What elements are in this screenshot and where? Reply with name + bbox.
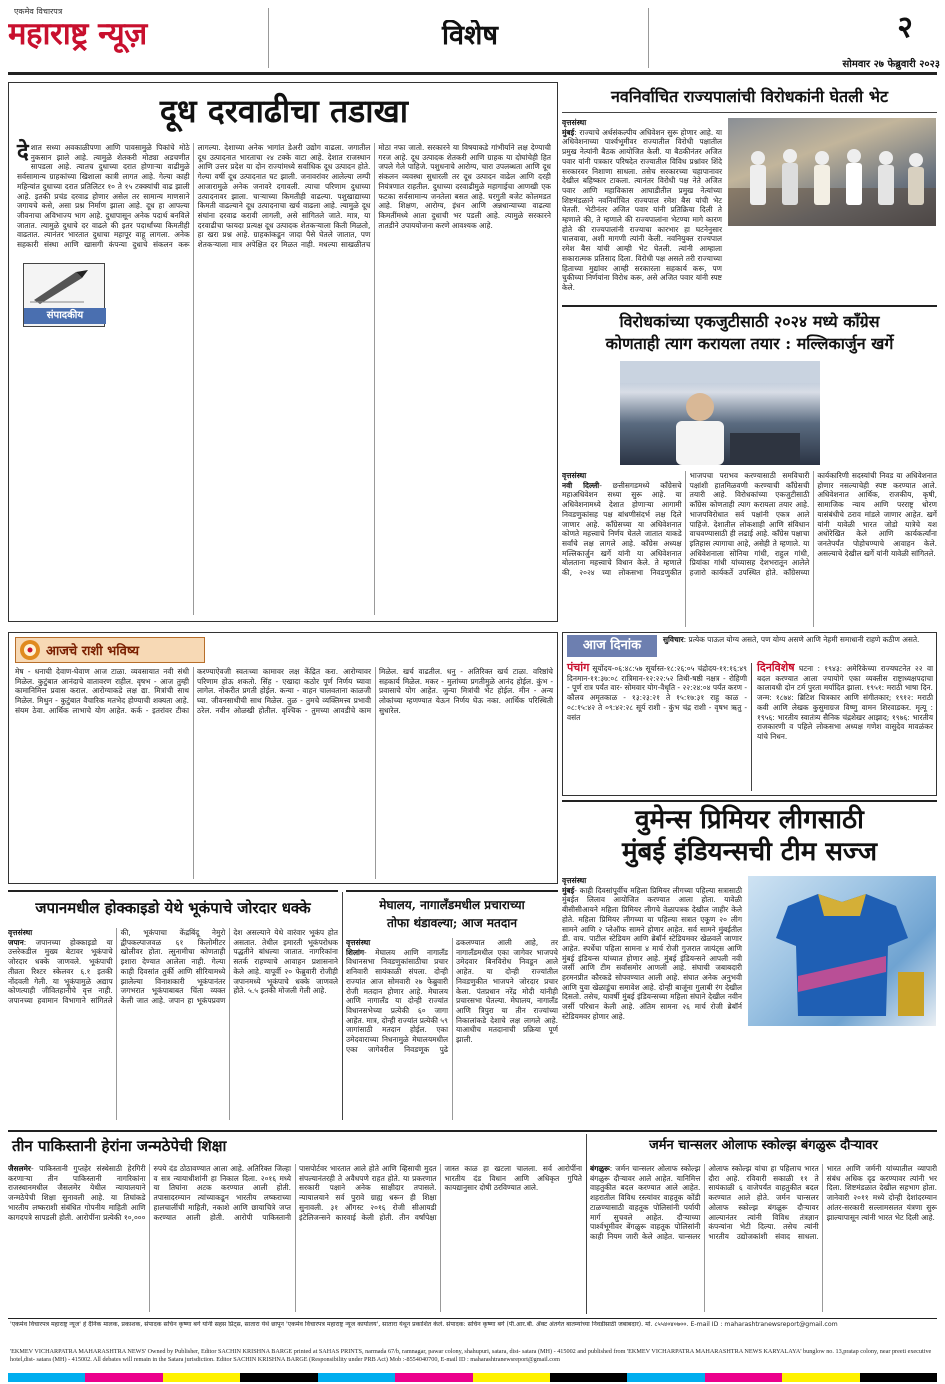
congress-body-text: - छत्तीसगडमध्ये काँग्रेसचे महाअधिवेशन सध्या सुरू आहे. या अधिवेशनामध्ये देशात होणाऱ्या आगामी निवडणुकांसह पक्ष बांधणीसंदर्भ लक्ष दिले जाणार आहे. काँग्रेसच्या या अधिवेशनात कोणते महत्त्वाचे निर्णय घेतले जातात याकडे सर्वांचे लक्ष लागले आहे. काँग्रेस अध्यक्ष मल्लिकार्जुन खर्गे यांनी या अधिवेशनात बोलताना महत्त्वाचे विधान केले. ते म्हणाले की, २०२४ च्या लोकसभा निवडणुकीत भाजपचा पराभव करण्यासाठी समविचारी पक्षांशी हातमिळवणी करण्याची काँग्रेसची तयारी आहे. विरोधकांच्या एकजुटीसाठी काँग्रेस कोणताही त्याग करायला तयार आहे. भाजपविरोधात सर्व पक्षांनी एकत्र आले पाहिजे. देशातील लोकशाही आणि संविधान वाचवण्यासाठी ही लढाई आहे. काँग्रेस पक्षाचा इतिहास त्यागाचा आहे, असेही ते म्हणाले. या अधिवेशनाला सोनिया गांधी, राहुल गांधी, प्रियांका गांधी यांच्यासह देशभरातून आलेले हजारो कार्यकर्ते उपस्थित होते. काँग्रेसच्या कार्यकारिणी सदस्यांची निवड या अधिवेशनात होणार नसल्याचेही स्पष्ट करण्यात आले. अधिवेशनात आर्थिक, राजकीय, कृषी, सामाजिक न्याय आणि परराष्ट्र धोरण यासंबंधीचे ठराव मांडले जाणार आहेत. खर्गे यांनी यावेळी भारत जोडो यात्रेचे यश अधोरेखित केले आणि कार्यकर्त्यांना जनतेपर्यंत पोहोचण्याचे आवाहन केले. असल्याचे देखील खर्गे यांनी यावेळी सांगितले. — [562, 471, 937, 578]
japan-body — [8, 928, 338, 1120]
rashi-body: मेष - धनाची देवाण-घेवाण आज टाळा. व्यवसायात नवी संधी मिळेल. कुटुंबात आनंदाचे वातावरण राहील. वृषभ - आज तुम्ही कामानिमित्त प्रवास कराल. आरोग्याकडे लक्ष द्या. मित्रांची साथ मिळेल. मिथुन - कुटुंबात वैचारिक मतभेद होण्याची शक्यता आहे. संयम ठेवा. आर्थिक लाभाचे योग आहेत. कर्क - इतरांवर टीका करण्याऐवजी स्वतःच्या कामावर लक्ष केंद्रित करा. आरोग्यावर परिणाम होऊ शकतो. सिंह - एखादा कठोर पूर्ण निर्णय घ्यावा लागेल. नोकरीत प्रगती होईल. कन्या - वाहन चालवताना काळजी घ्या. जीवनसाथीची साथ मिळेल. तुळ - तुमचे व्यक्तिमत्त्व प्रभावी ठरेल. नवीन ओळखी होतील. वृश्चिक - तुमच्या आवडीचे काम मिळेल. खर्च वाढतील. धनु - अतिरिक्त खर्च टाळा. वरिष्ठांचे सहकार्य मिळेल. मकर - मुलांच्या प्रगतीमुळे आनंद होईल. कुंभ - प्रवासाचे योग आहेत. जुन्या मित्रांची भेट होईल. मीन - अन्य लोकांच्या म्हणण्यात येऊन निर्णय घेऊ नका. आर्थिक परिस्थिती सुधारेल. — [15, 667, 553, 715]
editorial-body — [17, 140, 551, 615]
suvichar-label: सुविचार — [663, 635, 684, 644]
japan-headline: जपानमधील होक्काइडो येथे भूकंपाचे जोरदार धक्के — [35, 899, 311, 917]
congress-dateline: नवी दिल्ली — [562, 480, 600, 490]
print-color-bar — [8, 1373, 937, 1382]
governor-headline: नवनिर्वाचित राज्यपालांची विरोधकांनी घेतली भेट — [610, 87, 889, 106]
dinvishesh-block — [757, 663, 933, 793]
pakistani-dateline: जैसलमेर — [8, 1164, 31, 1173]
german-headline: जर्मन चान्सलर ओलाफ स्कोल्झ बंगळुरू दौऱ्यावर — [649, 1138, 878, 1153]
aaj-dinank-title: आज दिनांक — [567, 635, 657, 657]
editorial-badge-label: संपादकीय — [24, 308, 106, 324]
meghalaya-credit: वृत्तसंस्था — [346, 938, 371, 947]
editorial-body-text: शात सध्या अवकाळीपणा आणि पावसामुळे पिकांचे मोठे नुकसान झाले आहे. त्यामुळे शेतकरी मोठ्या अडचणीत सापडला आहे. त्यातच दुधाच्या दरात होणाऱ्या वाढीमुळे सर्वसामान्य ग्राहकांच्या खिशाला कात्री लागत आहे. गेल्या काही महिन्यांत दुधाच्या दरात प्रतिलिटर १० ते १५ टक्क्यांची वाढ झाली आहे. इतकी प्रचंड दरवाढ होणार असेल तर सामान्य माणसाने जगायचे कसे, असा प्रश्न निर्माण झाला आहे. दूध हा आपल्या जीवनाचा अविभाज्य भाग आहे. दुधापासून अनेक पदार्थ बनविले जातात. त्यामुळे दुधाचे दर वाढले की इतर पदार्थांच्या किमतीही वाढतात. त्यानंतर भारतात दुधाचा महापूर वाहू लागला. अनेक सहकारी संस्था आणि खासगी कंपन्या दुधाचे संकलन करू लागल्या. देशाच्या अनेक भागांत डेअरी उद्योग वाढला. जगातील दूध उत्पादनात भारताचा २४ टक्के वाटा आहे. देशात राजस्थान आणि उत्तर प्रदेश या दोन राज्यांमध्ये सर्वाधिक दूध उत्पादन होते. गेल्या वर्षी दूध उत्पादनात घट झाली. जनावरांवर आलेल्या लम्पी आजारामुळे अनेक जनावरे दगावली. त्याचा परिणाम दुधाच्या उत्पादनावर झाला. चाऱ्याच्या किमतीही वाढल्या. पशुखाद्याच्या किमती वाढल्याने दूध उत्पादनाचा खर्च वाढला आहे. त्यामुळे दूध संघांना दरवाढ करावी लागली, असे सांगितले जाते. मात्र, या दरवाढीचा फायदा प्रत्यक्ष दूध उत्पादक शेतकऱ्याला किती मिळतो, हा खरा प्रश्न आहे. ग्राहकांकडून जादा पैसे घेतले जातात, पण शेतकऱ्याला मात्र अपेक्षित दर मिळत नाही. मधल्या साखळीतच मोठा नफा जातो. सरकारने या विषयाकडे गांभीर्याने लक्ष देण्याची गरज आहे. दूध उत्पादक शेतकरी आणि ग्राहक या दोघांचेही हित जपले गेले पाहिजे. पशुधनाचे आरोग्य, चारा उपलब्धता आणि दूध संकलन व्यवस्था सुधारली तर दूध उत्पादन वाढेल आणि दरही नियंत्रणात राहतील. दुधाच्या दरवाढीमुळे महागाईचा आणखी एक फटका सर्वसामान्य जनतेला बसत आहे. घरगुती बजेट कोलमडत आहे. शिक्षण, आरोग्य, इंधन आणि अन्नधान्याच्या वाढत्या किमतींमध्ये आता दुधाची भर पडली आहे. त्यामुळे सरकारने तातडीने उपाययोजना करणे आवश्यक आहे. — [17, 143, 551, 250]
congress-headline-2: कोणताही त्याग करायला तयार : मल्लिकार्जुन खर्गे — [605, 334, 894, 353]
governor-article — [562, 82, 937, 302]
congress-credit: वृत्तसंस्था — [562, 471, 587, 480]
kharge-photo — [620, 361, 820, 465]
wpl-article — [562, 800, 937, 1120]
header-rule — [8, 72, 937, 75]
wpl-body-text: - काही दिवसांपूर्वीच महिला प्रिमियर लीगच्या पहिल्या सत्रासाठी मुंबईत लिलाव आयोजित करण्यात आला होता. यावेळी बीसीसीआयने महिला प्रिमियर लीगचे वेळापत्रक देखील जाहीर केले होते. महिला प्रिमियर लीगच्या या पहिल्या सत्रात एकूण २० लीग सामने आणि २ प्लेऑफ सामने होणार आहेत. सर्व सामने मुंबईतील डी. वाय. पाटील स्टेडियम आणि ब्रेबॉर्न स्टेडियमवर खेळवले जाणार आहेत. स्पर्धेचा पहिला सामना ४ मार्च रोजी गुजरात जायंट्स आणि मुंबई इंडियन्स यांच्यात होणार आहे. मुंबई इंडियन्सने आपली नवी जर्सी आणि टीम सर्वांसमोर आणली आहे. संघाची जबाबदारी हरमनप्रीत कौरकडे सोपवण्यात आली आहे. संघात अनेक अनुभवी आणि युवा खेळाडूंचा समावेश आहे. दोन्ही बाजूंना गुलाबी रंग देखील दिसतो. तसेच, यावर्षी मुंबई इंडियन्सच्या महिला संघाने देखील नवीन जर्सी परिधान केली आहे. अंतिम सामना २६ मार्च रोजी ब्रेबॉर्न स्टेडियमवर होणार आहे. — [562, 885, 742, 1021]
editorial-headline: दूध दरवाढीचा तडाखा — [159, 92, 409, 130]
suvichar-block — [663, 635, 933, 659]
dinvishesh-label: दिनविशेष — [757, 661, 795, 674]
rashi-title: आजचे राशी भविष्य — [46, 644, 140, 659]
pakistani-headline: तीन पाकिस्तानी हेरांना जन्मठेपेची शिक्षा — [12, 1137, 227, 1155]
japan-dateline: जपान — [8, 937, 24, 947]
governor-body — [562, 118, 722, 298]
congress-body — [562, 471, 937, 627]
japan-body-text: : जपानच्या होक्काइडो या उत्तरेकडील मुख्य बेटावर भूकंपाचे जोरदार धक्के जाणवले. भूकंपाची तीव्रता रिश्टर स्केलवर ६.१ इतकी नोंदवली गेली. या भूकंपामुळे अद्याप कोणत्याही जीवितहानीचे वृत्त नाही. जपानच्या हवामान विभागाने सांगितले की, भूकंपाचा केंद्रबिंदू नेमुरो द्वीपकल्पाजवळ ६१ किलोमीटर खोलीवर होता. त्सुनामीचा कोणताही इशारा देण्यात आलेला नाही. गेल्या काही दिवसांत तुर्की आणि सीरियामध्ये झालेल्या विनाशकारी भूकंपानंतर जगभरात भूकंपाबाबत चिंता व्यक्त केली जात आहे. जपान हा भूकंपप्रवण देश असल्याने येथे वारंवार भूकंप होत असतात. तेथील इमारती भूकंपरोधक पद्धतीने बांधल्या जातात. नागरिकांना सतर्क राहण्याचे आवाहन प्रशासनाने केले आहे. यापूर्वी २० फेब्रुवारी रोजीही जपानमध्ये भूकंपाचे धक्के जाणवले होते. ५.५ इतकी मोजली गेली आहे. — [8, 928, 338, 1005]
governor-credit: वृत्तसंस्था — [562, 118, 587, 127]
german-body-text: : जर्मन चान्सलर ओलाफ स्कोल्झ बंगळुरू दौऱ्यावर आले आहेत. यानिमित्त वाहतुकीत बदल करण्यात आले आहेत. शहरातील विविध रस्त्यांवर वाहतूक कोंडी टाळण्यासाठी वाहतूक पोलिसांनी पर्यायी मार्ग सुचवले आहेत. दौऱ्याच्या पार्श्वभूमीवर बेंगळुरू वाहतूक पोलिसांनी काही नियम जारी केले आहेत. चान्सलर ओलाफ स्कोल्झ यांचा हा पहिलाच भारत दौरा आहे. रविवारी सकाळी ११ ते सायंकाळी ६ वाजेपर्यंत वाहतुकीत बदल करण्यात आले होते. जर्मन चान्सलर ओलाफ स्कोल्झ बंगळुरू दौऱ्यावर आल्यानंतर त्यांनी विविध तंत्रज्ञान कंपन्यांना भेटी दिल्या. तसेच त्यांनी भारतीय उद्योजकांशी संवाद साधला. भारत आणि जर्मनी यांच्यातील व्यापारी संबंध अधिक दृढ करण्यावर त्यांनी भर दिला. शिष्टमंडळात देखील सहभाग होता. जानेवारी २०११ मध्ये दोन्ही देशांदरम्यान आंतर-सरकारी सल्लामसलत यंत्रणा सुरू झाल्यापासून त्यांनी भारत भेट दिली आहे. — [590, 1164, 937, 1241]
governor-meeting-photo — [728, 118, 936, 226]
footer-marathi: 'एकमेव विचारपत्र महाराष्ट्र न्यूज' हे दैनिक मालक, प्रकाशक, संपादक सचिन कृष्णा बर्गे यांनी सहस प्रिंट्स, सातारा येथे छापून 'एकमेव विचारपत्र महाराष्ट्र न्यूज कार्यालय', सातारा येथून प्रकाशित केले. संपादक: सचिन कृष्णा बर्गे (पी.आर.बी. ॲक्ट अंतर्गत बातम्यांच्या निवडीसाठी जबाबदार). मो. ८५५४०४०७००. E-mail ID : maharashtranewsreport@gmail.com — [10, 1321, 838, 1328]
wpl-headline-2: मुंबई इंडियन्सची टीम सज्ज — [621, 837, 878, 867]
suvichar-text: : प्रत्येक पाऊल योग्य असते, पण योग्य असणे आणि नेहमी समाधानी राहणे कठीण असते. — [683, 635, 920, 644]
congress-article — [562, 305, 937, 627]
footer-english: 'EKMEV VICHARPATRA MAHARASHTRA NEWS' Owned by Publisher, Editor SACHIN KRISHNA BARGE printed at SAHAS PRINTS, narmada 67/b, ramnagar, pawar colony, shahupuri, satara, dist- satara (MH) - 415002 and published from 'EKMEV VICHARPATRA MAHARASHTRA NEWS KARYALAYA' bunglow no. 13,pratap colony, near preeti executive hotel,dist- satara (MH) - 415002. All debates will remain in the Satara jurisdiction. Editor SACHIN KRISHNA BARGE (Responsibility under PRB Act) Mob :-8554040700, E-mail ID : maharashtranewsreport@gmail.com — [10, 1348, 932, 1363]
meghalaya-article — [346, 890, 558, 1122]
issue-date: सोमवार २७ फेब्रुवारी २०२३ — [842, 59, 940, 70]
german-dateline: बंगळुरू — [590, 1164, 610, 1173]
panchang-label: पंचांग — [567, 661, 590, 674]
pakistani-article — [8, 1134, 582, 1314]
governor-dateline: मुंबई — [562, 127, 575, 137]
editorial-drop-cap: दे — [17, 140, 29, 165]
panchang-text: सूर्योदय-०६:४८:५७ सूर्यास्त-१८:२६:०५ चंद्रोदय-११:१६:४९ दिनमान-११:३७:०८ रात्रिमान-१२:२२:५२ तिथी-षष्ठी नक्षत्र - रोहिणी - पूर्ण रात्र पर्यंत वार- सोमवार योग-वैधृति - २२:२४:०४ पर्यंत करण - कौलव अमृतकाळ - १३:२३:२१ ते १५:१७:३१ राहु काळ - ०८:१५:४२ ते ०९:४२:२८ सूर्य राशी - कुंभ चंद्र राशी - वृषभ ऋतु - वसंत — [567, 664, 747, 722]
meghalaya-body — [346, 938, 558, 1120]
meghalaya-headline-1: मेघालय, नागालँडमधील प्रचाराच्या — [379, 898, 525, 912]
dinvishesh-text: घटना : १९४३: अमेरिकेच्या राज्यघटनेत २२ वा बदल करण्यात आला ज्यायोगे एका व्यक्तीस राष्ट्राध्यक्षपदाचा कालावधी दोन टर्म पुरता मर्यादित झाला. १९५१: मराठी भाषा दिन. जन्म: १८७४: ब्रिटिश चित्रकार आणि संगीतकार; १९१२: मराठी कवी आणि लेखक कुसुमाग्रज विष्णु वामन शिरवाडकर. मृत्यू : १९५६: भारतीय स्वातंत्र्य सैनिक चंद्रशेखर आझाद; १९७६: भारतीय राजकारणी व पहिले लोकसभा अध्यक्ष गणेश वासुदेव मावळंकर यांचे निधन. — [757, 664, 933, 741]
pakistani-body — [8, 1164, 582, 1312]
section-title: विशेष — [442, 20, 498, 51]
governor-body-text: : राज्याचे अर्थसंकल्पीय अधिवेशन सुरू होणार आहे. या अधिवेशनाच्या पार्श्वभूमीवर राज्यातील विरोधी पक्षातील प्रमुख नेत्यांनी बैठक आयोजित केली. या बैठकीनंतर अजित पवार यांनी पत्रकार परिषदेत राज्यातील विविध प्रश्नांवर शिंदे सरकारवर निशाणा साधला. तसेच सरकारच्या चहापानावर देखील बहिष्कार टाकला. त्यानंतर विरोधी पक्ष नेते अजित पवार आणि महाविकास आघाडीतील प्रमुख नेत्यांच्या शिष्टमंडळाने नवनिर्वाचित राज्यपाल रमेश बैस यांची भेट घेतली. भेटीनंतर अजित पवार यांनी प्रतिक्रिया दिली ते म्हणाले की, ते म्हणाले की राज्यपालांना भेटण्या मागे कारण होते की राज्यपालांनी राज्याचा कारभार हा घटनेनुसार चालवावा, अशी मागणी त्यांनी केली. नवनियुक्त राज्यपाल रमेश बैस यांची आम्ही भेट घेतली. त्यांनी आम्हाला सकारात्मक प्रतिसाद दिला. विरोधी पक्ष असले तरी राज्याच्या हिताच्या मुद्यांवर आम्ही सरकारला सहकार्य करू, पण चुकीच्या निर्णयांना विरोध करू, असे अजित पवार यांनी स्पष्ट केले. — [562, 127, 722, 292]
meghalaya-headline-2: तोफा थंडावल्या; आज मतदान — [386, 916, 518, 930]
pakistani-body-text: - पाकिस्तानी गुप्तहेर संस्थेसाठी हेरगिरी करणाऱ्या तीन पाकिस्तानी नागरिकांना राजस्थानमधील जैसलमेर येथील न्यायालयाने जन्मठेपेची शिक्षा सुनावली आहे. या तिघांकडे भारतीय लष्कराशी संबंधित गोपनीय माहिती आणि कागदपत्रे सापडली होती. आरोपींना प्रत्येकी १०,००० रुपये दंड ठोठावण्यात आला आहे. अतिरिक्त जिल्हा व सत्र न्यायाधीशांनी हा निकाल दिला. २०१६ मध्ये या तिघांना अटक करण्यात आली होती. तपासादरम्यान त्यांच्याकडून भारतीय लष्कराच्या हालचालींची माहिती, नकाशे आणि छायाचित्रे जप्त करण्यात आली होती. आरोपी पाकिस्तानी पासपोर्टवर भारतात आले होते आणि व्हिसाची मुदत संपल्यानंतरही ते अवैधपणे राहत होते. या प्रकरणात सरकारी पक्षाने अनेक साक्षीदार तपासले. न्यायालयाने सर्व पुरावे ग्राह्य धरून ही शिक्षा सुनावली. ३१ ऑगस्ट २०१६ रोजी सीआयडी इंटेलिजन्सने कारवाई केली होती. तीन वर्षांपेक्षा जास्त काळ हा खटला चालला. सर्व आरोपींना भारतीय दंड विधान आणि अधिकृत गुपिते कायद्यानुसार दोषी ठरविण्यात आले. — [8, 1164, 582, 1222]
meghalaya-dateline: शिलांग — [346, 947, 365, 957]
congress-headline-1: विरोधकांच्या एकजुटीसाठी २०२४ मध्ये काँग्रेस — [619, 312, 880, 331]
rashi-title-bar — [15, 637, 205, 663]
wpl-credit: वृत्तसंस्था — [562, 876, 587, 885]
panchang-block — [567, 663, 747, 793]
rashi-section — [8, 632, 558, 884]
editorial-article — [8, 82, 558, 622]
wpl-headline-1: वुमेन्स प्रिमियर लीगसाठी — [635, 805, 864, 835]
meghalaya-body-text: - मेघालय आणि नागालँड विधानसभा निवडणुकांसाठीचा प्रचार शनिवारी सायंकाळी संपला. दोन्ही राज्यांत आज सोमवारी २७ फेब्रुवारी रोजी मतदान होणार आहे. मेघालय आणि नागालँड या दोन्ही राज्यांत विधानसभेच्या प्रत्येकी ६० जागा आहेत. मात्र, दोन्ही राज्यांत प्रत्येकी ५९ जागांसाठी मतदान होईल. एका उमेदवाराच्या निधनामुळे मेघालयमधील एका जागेवरील निवडणूक पुढे ढकलण्यात आली आहे, तर नागालँडमधील एका जागेवर भाजपचे उमेदवार बिनविरोध निवडून आले आहेत. या दोन्ही राज्यांतील निवडणुकीत भाजपने जोरदार प्रचार केला. पंतप्रधान नरेंद्र मोदी यांनीही प्रचारसभा घेतल्या. मेघालय, नागालँड आणि त्रिपुरा या तीन राज्यांच्या निकालांकडे देशाचे लक्ष लागले आहे. याआधीच मतदानाची प्रक्रिया पूर्ण झाली. — [346, 938, 558, 1054]
page-number: २ — [897, 10, 913, 45]
tagline: एकमेव विचारपत्र — [14, 7, 63, 16]
mi-jersey-photo — [748, 876, 936, 1026]
masthead-title: महाराष्ट्र न्यूज़ — [8, 16, 147, 52]
german-body — [590, 1164, 937, 1312]
wpl-body-top — [562, 876, 742, 1036]
aaj-dinank-section — [562, 632, 937, 796]
wpl-dateline: मुंबई — [562, 885, 575, 895]
masthead-block — [8, 6, 268, 72]
japan-credit: वृत्तसंस्था — [8, 928, 33, 937]
zodiac-wheel-icon — [19, 639, 41, 661]
japan-article — [8, 890, 338, 1122]
german-article — [590, 1134, 937, 1314]
